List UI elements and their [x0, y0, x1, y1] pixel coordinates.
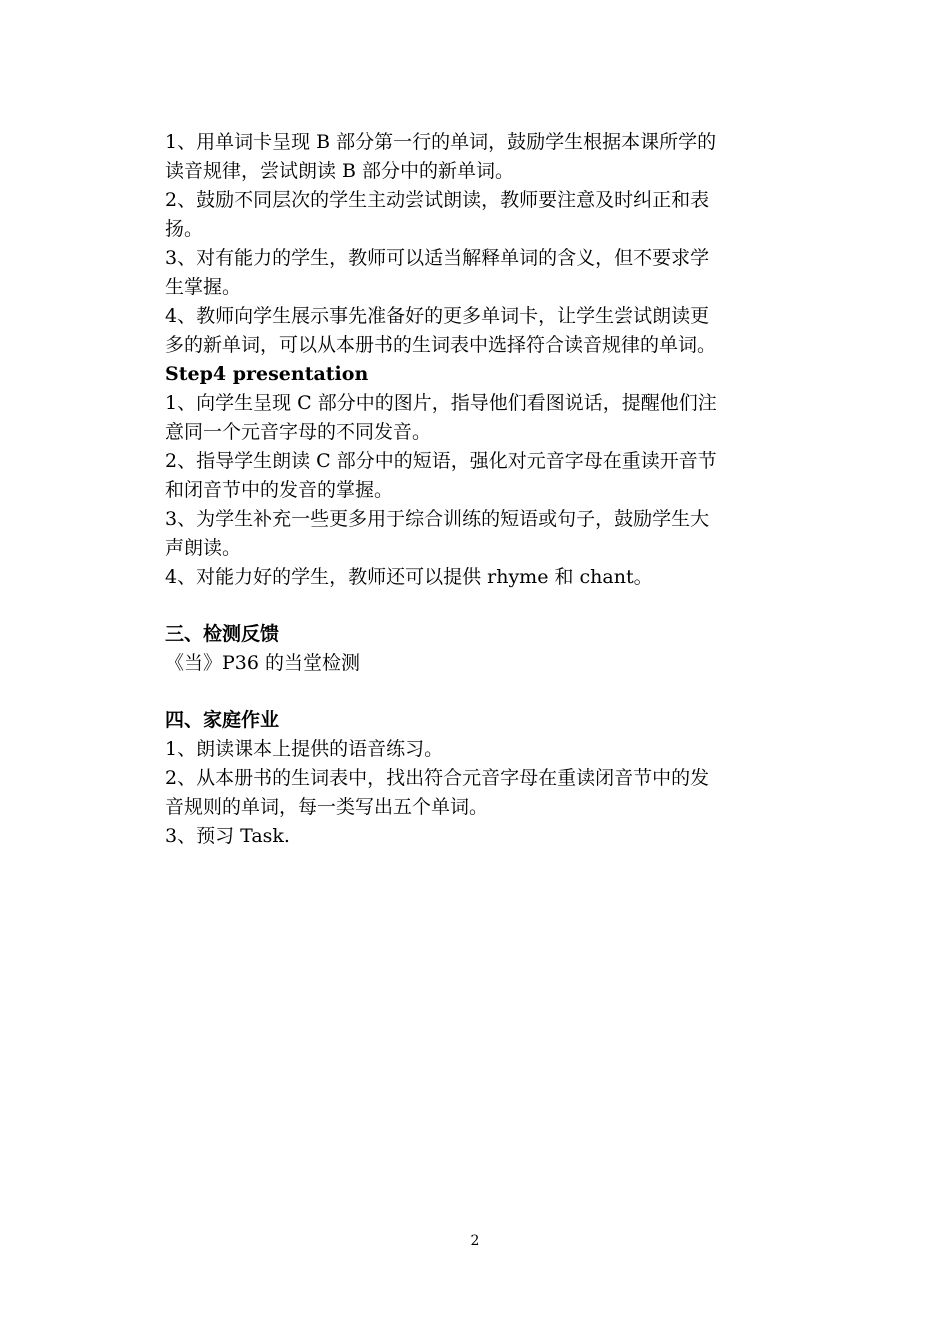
paragraph-line: 声朗读。	[165, 537, 242, 559]
paragraph-line: 生掌握。	[165, 276, 242, 298]
paragraph-line: 《当》P36 的当堂检测	[165, 652, 361, 674]
step3-list	[165, 128, 790, 360]
section3	[165, 620, 790, 678]
paragraph-line: 1、朗读课本上提供的语音练习。	[165, 738, 444, 760]
section4	[165, 706, 790, 851]
paragraph-line: 3、对有能力的学生，教师可以适当解释单词的含义，但不要求学	[165, 247, 710, 269]
paragraph-line: 读音规律，尝试朗读 B 部分中的新单词。	[165, 160, 515, 182]
section3-heading: 三、检测反馈	[165, 623, 280, 645]
paragraph-line: 扬。	[165, 218, 204, 240]
paragraph-line: 意同一个元音字母的不同发音。	[165, 421, 432, 443]
paragraph-line: 2、指导学生朗读 C 部分中的短语，强化对元音字母在重读开音节	[165, 450, 717, 472]
document-page	[165, 128, 790, 851]
paragraph-line: 2、鼓励不同层次的学生主动尝试朗读，教师要注意及时纠正和表	[165, 189, 710, 211]
paragraph-line: 2、从本册书的生词表中，找出符合元音字母在重读闭音节中的发	[165, 767, 710, 789]
paragraph-line: 音规则的单词，每一类写出五个单词。	[165, 796, 489, 818]
section4-heading: 四、家庭作业	[165, 709, 280, 731]
paragraph-line: 3、为学生补充一些更多用于综合训练的短语或句子，鼓励学生大	[165, 508, 710, 530]
paragraph-line: 4、对能力好的学生，教师还可以提供 rhyme 和 chant。	[165, 566, 653, 588]
spacer	[165, 592, 790, 620]
page-number: 2	[470, 1233, 480, 1249]
paragraph-line: 1、用单词卡呈现 B 部分第一行的单词，鼓励学生根据本课所学的	[165, 131, 717, 153]
paragraph-line: 1、向学生呈现 C 部分中的图片，指导他们看图说话，提醒他们注	[165, 392, 717, 414]
paragraph-line: 和闭音节中的发音的掌握。	[165, 479, 394, 501]
paragraph-line: 3、预习 Task.	[165, 825, 290, 847]
paragraph-line: 4、教师向学生展示事先准备好的更多单词卡，让学生尝试朗读更	[165, 305, 710, 327]
step4-heading: Step4 presentation	[165, 363, 369, 385]
spacer	[165, 678, 790, 706]
step4-section	[165, 360, 790, 592]
paragraph-line: 多的新单词，可以从本册书的生词表中选择符合读音规律的单词。	[165, 334, 717, 356]
